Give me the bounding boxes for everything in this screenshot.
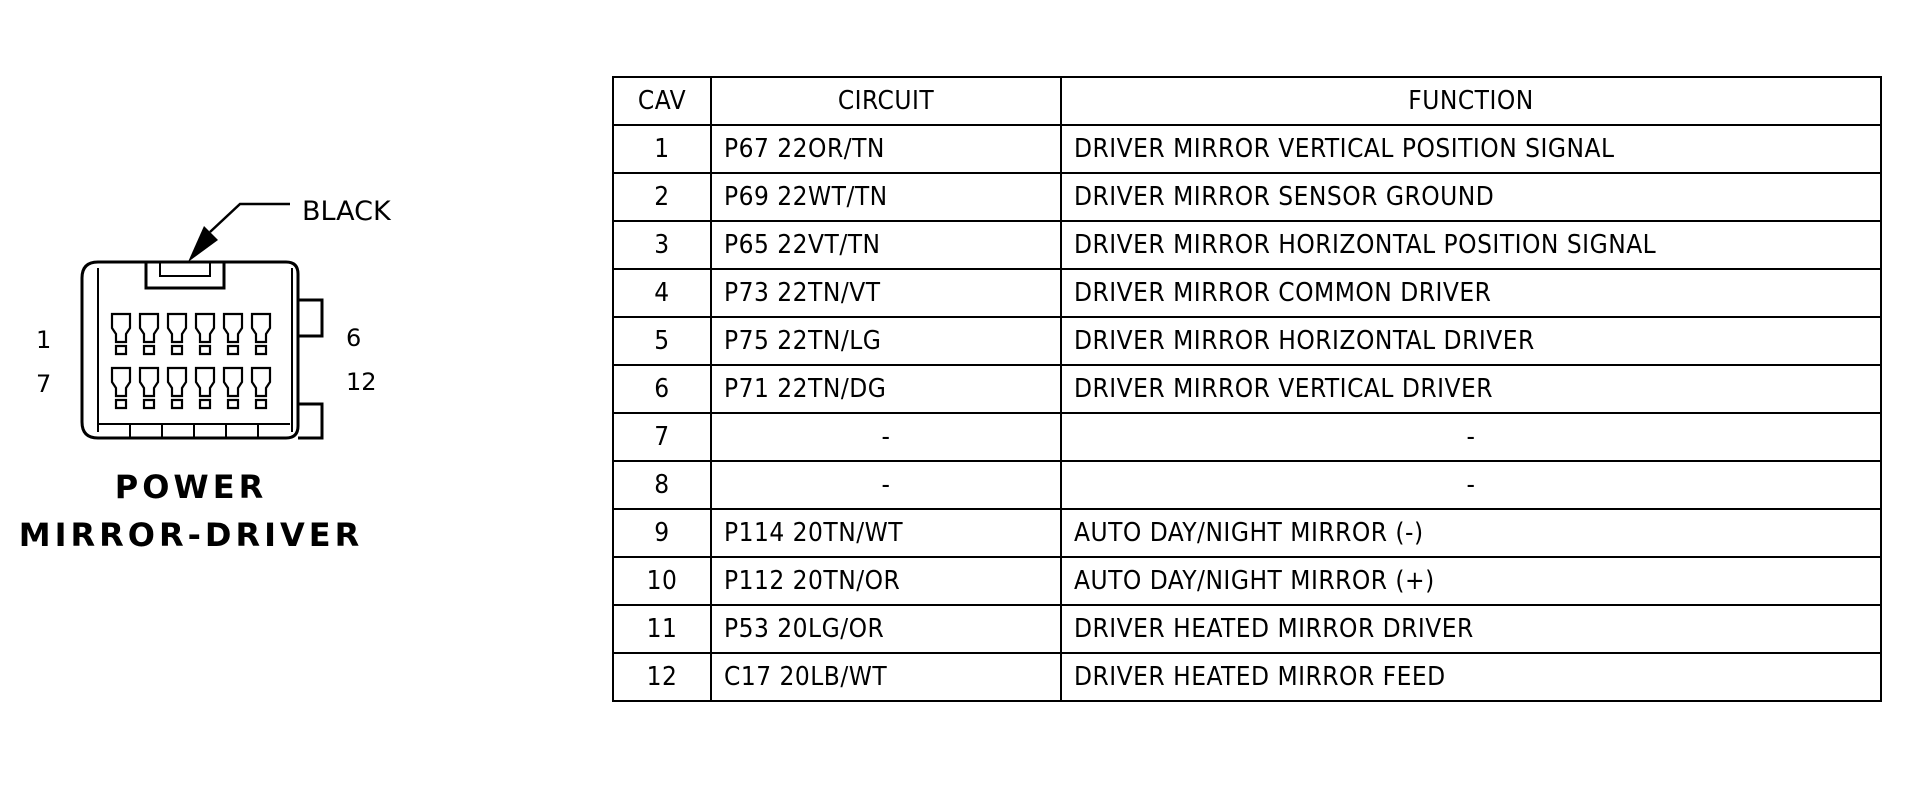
cell-cav: 4 — [613, 269, 711, 317]
connector-color-label: BLACK — [302, 196, 391, 227]
table-row — [613, 509, 1881, 557]
cell-function: DRIVER HEATED MIRROR FEED — [1061, 653, 1881, 701]
cell-function: AUTO DAY/NIGHT MIRROR (-) — [1061, 509, 1881, 557]
cell-function: DRIVER MIRROR VERTICAL POSITION SIGNAL — [1061, 125, 1881, 173]
cell-circuit: P71 22TN/DG — [711, 365, 1061, 413]
table-row — [613, 605, 1881, 653]
arrow-head-icon — [188, 226, 218, 262]
table-header-row — [613, 77, 1881, 125]
cavity-row-lower — [112, 368, 270, 408]
cell-cav: 5 — [613, 317, 711, 365]
cell-cav: 11 — [613, 605, 711, 653]
cell-function: DRIVER MIRROR VERTICAL DRIVER — [1061, 365, 1881, 413]
pin-label-1: 1 — [36, 326, 52, 354]
cell-cav: 9 — [613, 509, 711, 557]
header-cav: CAV — [613, 77, 711, 125]
table-row — [613, 173, 1881, 221]
connector-diagram — [0, 0, 600, 795]
pin-label-6: 6 — [346, 324, 362, 352]
header-circuit: CIRCUIT — [711, 77, 1061, 125]
cell-function: - — [1061, 461, 1881, 509]
cell-circuit: - — [711, 413, 1061, 461]
cell-cav: 7 — [613, 413, 711, 461]
table-row — [613, 653, 1881, 701]
cell-function: DRIVER MIRROR COMMON DRIVER — [1061, 269, 1881, 317]
table-row — [613, 413, 1881, 461]
header-function: FUNCTION — [1061, 77, 1881, 125]
cell-function: DRIVER MIRROR SENSOR GROUND — [1061, 173, 1881, 221]
table-row — [613, 461, 1881, 509]
cavity-row-upper — [112, 314, 270, 354]
table-row — [613, 557, 1881, 605]
table-row — [613, 221, 1881, 269]
cell-circuit: P69 22WT/TN — [711, 173, 1061, 221]
cell-cav: 6 — [613, 365, 711, 413]
cell-function: - — [1061, 413, 1881, 461]
cell-cav: 1 — [613, 125, 711, 173]
connector-housing — [82, 262, 322, 438]
pinout-table — [612, 76, 1882, 702]
cell-function: AUTO DAY/NIGHT MIRROR (+) — [1061, 557, 1881, 605]
pin-label-12: 12 — [346, 368, 377, 396]
cell-function: DRIVER HEATED MIRROR DRIVER — [1061, 605, 1881, 653]
pin-label-7: 7 — [36, 370, 52, 398]
cell-circuit: P75 22TN/LG — [711, 317, 1061, 365]
cell-circuit: P67 22OR/TN — [711, 125, 1061, 173]
table-row — [613, 317, 1881, 365]
cell-circuit: P53 20LG/OR — [711, 605, 1061, 653]
cell-circuit: P65 22VT/TN — [711, 221, 1061, 269]
cell-circuit: P112 20TN/OR — [711, 557, 1061, 605]
table-row — [613, 269, 1881, 317]
connector-title-line1: POWER — [114, 468, 268, 506]
cell-cav: 10 — [613, 557, 711, 605]
cell-cav: 2 — [613, 173, 711, 221]
cell-circuit: P114 20TN/WT — [711, 509, 1061, 557]
cell-circuit: C17 20LB/WT — [711, 653, 1061, 701]
cell-circuit: P73 22TN/VT — [711, 269, 1061, 317]
table-row — [613, 365, 1881, 413]
cell-function: DRIVER MIRROR HORIZONTAL POSITION SIGNAL — [1061, 221, 1881, 269]
cell-circuit: - — [711, 461, 1061, 509]
cell-cav: 8 — [613, 461, 711, 509]
color-label-leader — [210, 204, 290, 232]
cell-cav: 3 — [613, 221, 711, 269]
cell-cav: 12 — [613, 653, 711, 701]
cell-function: DRIVER MIRROR HORIZONTAL DRIVER — [1061, 317, 1881, 365]
connector-title-line2: MIRROR-DRIVER — [18, 516, 364, 554]
table-row — [613, 125, 1881, 173]
